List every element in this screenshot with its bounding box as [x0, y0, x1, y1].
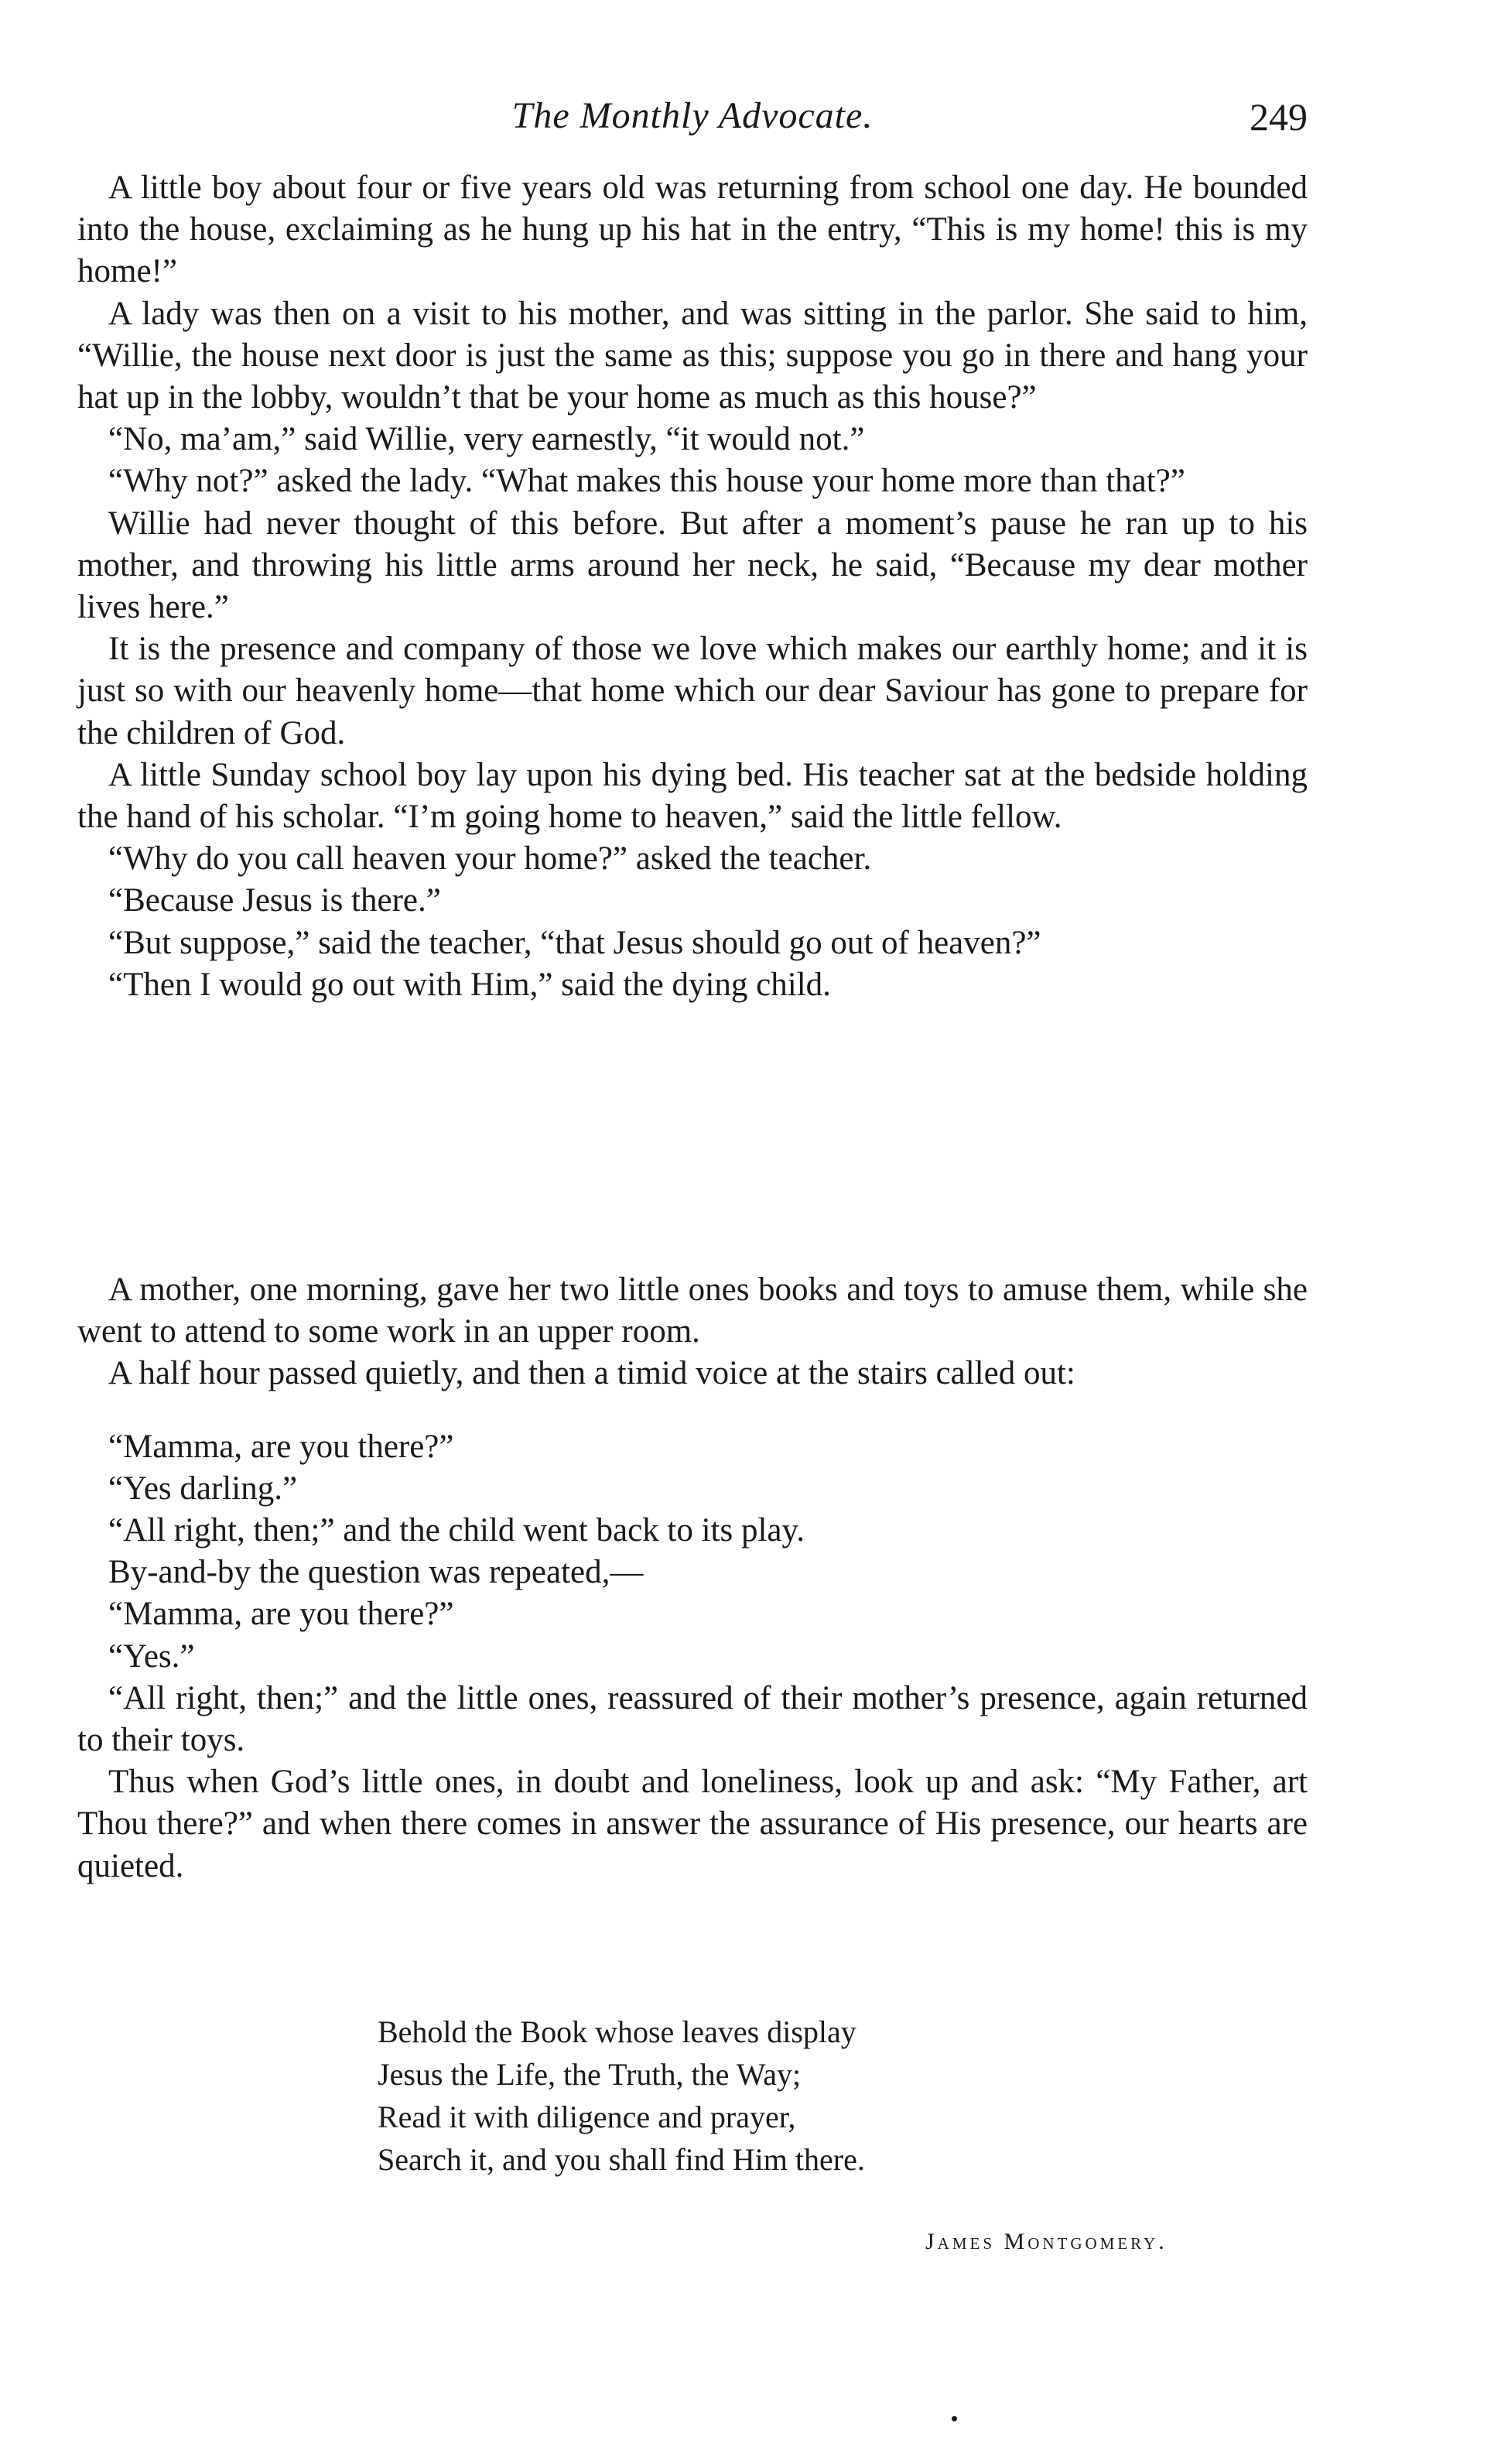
page-number: 249 — [1250, 95, 1308, 139]
poem-author: James Montgomery. — [925, 2229, 1168, 2254]
paragraph: A little boy about four or five years old was returning from school one day. He bounded into the house, exclaiming as he hung up his hat in the entry, “This is my home! this is my home!” — [77, 169, 1308, 290]
paragraph: A little Sunday school boy lay upon his dying bed. His teacher sat at the bedside holding the hand of his scholar. “I’m going home to heaven,” said the little fellow. — [77, 756, 1308, 836]
paragraph: “No, ma’am,” said Willie, very earnestly, “it would not.” — [108, 421, 865, 458]
running-header — [77, 94, 1308, 149]
paragraph: “But suppose,” said the teacher, “that Jesus should go out of heaven?” — [108, 924, 1041, 961]
poem-line: Behold the Book whose leaves display — [378, 2014, 856, 2049]
paragraph: “Then I would go out with Him,” said the dying child. — [108, 966, 831, 1003]
paragraph: “Mamma, are you there?” — [108, 1428, 454, 1465]
paragraph: “Yes.” — [108, 1638, 195, 1675]
paragraph: “Why do you call heaven your home?” asked the teacher. — [108, 840, 872, 878]
paragraph: “Yes darling.” — [108, 1470, 298, 1507]
paragraph: It is the presence and company of those we love which makes our earthly home; and it is just so with our heavenly home—that home which our dear Saviour has gone to prepare for the children of God. — [77, 631, 1308, 751]
poem-verse — [378, 2011, 1074, 2181]
paragraph: “Mamma, are you there?” — [108, 1596, 454, 1633]
story-mamma-there — [77, 1269, 1308, 1887]
paragraph: “All right, then;” and the child went back to its play. — [108, 1512, 805, 1549]
poem-line: Jesus the Life, the Truth, the Way; — [378, 2057, 802, 2092]
paragraph: Thus when God’s little ones, in doubt and loneliness, look up and ask: “My Father, art Thou there?” and when there comes in answer the assurance of His presence, our hearts are quieted. — [77, 1764, 1308, 1884]
ink-speck — [952, 2416, 957, 2421]
journal-title: The Monthly Advocate. — [511, 95, 874, 136]
poem-line: Search it, and you shall find Him there. — [378, 2142, 865, 2177]
paragraph: “Because Jesus is there.” — [108, 882, 441, 919]
paragraph: “Why not?” asked the lady. “What makes this house your home more than that?” — [108, 463, 1185, 500]
paragraph: A half hour passed quietly, and then a timid voice at the stairs called out: — [108, 1355, 1075, 1392]
story-willie-home — [77, 167, 1308, 1006]
paragraph: A lady was then on a visit to his mother, and was sitting in the parlor. She said to him, “Willie, the house next door is just the same as this; suppose you go in there and hang your hat up in the lobby, wouldn’t that be your home as much as this house?” — [77, 295, 1308, 416]
paragraph: Willie had never thought of this before. But after a moment’s pause he ran up to his mother, and throwing his little arms around her neck, he said, “Because my dear mother lives here.” — [77, 505, 1308, 626]
paragraph: “All right, then;” and the little ones, reassured of their mother’s presence, again returned to their toys. — [77, 1679, 1308, 1759]
paragraph: A mother, one morning, gave her two little ones books and toys to amuse them, while she went to attend to some work in an upper room. — [77, 1271, 1308, 1350]
paragraph: By-and-by the question was repeated,— — [108, 1554, 644, 1591]
poem-line: Read it with diligence and prayer, — [378, 2100, 796, 2134]
